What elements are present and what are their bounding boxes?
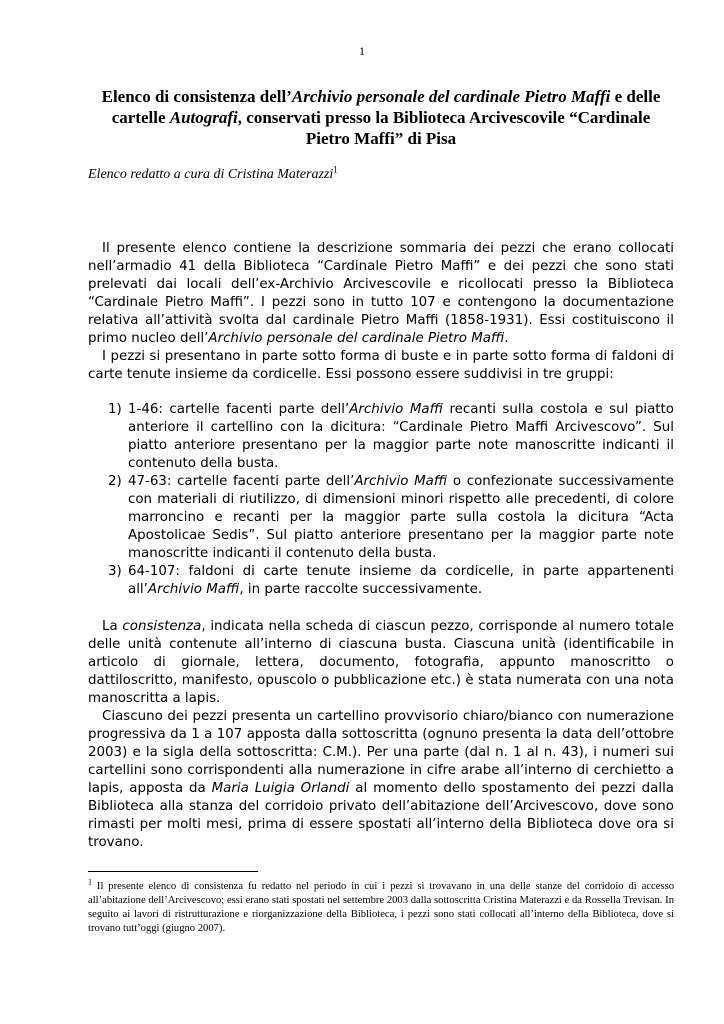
paragraph-text: Ciascuno dei pezzi presenta un cartellino provvisorio chiaro/bianco con numerazione progressiva da 1 a 107 apposta dalla sottoscritta (ognuno presenta la data dell’ottobre 2003) e la sigla della sottoscritta: C.M.). Per una parte (dal n. 1 al n. 43), i numeri sui cartellini sono corrispondenti alla numerazione in cifre arabe all’interno di cerchietto a lapis, apposta da — [88, 709, 674, 796]
list-number: 2) — [108, 474, 122, 489]
list-number: 1) — [108, 402, 122, 417]
page-number: 1 — [359, 44, 365, 58]
consistenza-section — [88, 618, 674, 852]
title-text: Elenco di consistenza dell’ — [101, 87, 292, 106]
paragraph-text: La — [102, 619, 123, 634]
list-item — [88, 473, 674, 563]
list-text: 64-107: faldoni di carte tenute insieme da cordicelle, in parte appartenenti all’ — [128, 564, 674, 597]
list-italic: Archivio Maffi — [354, 474, 448, 489]
list-item — [88, 563, 674, 599]
footnote — [88, 877, 674, 936]
paragraph-italic: Maria Luigia Orlandi — [211, 781, 350, 796]
title-archive-name: Archivio personale del cardinale Pietro Maffi — [291, 87, 611, 106]
paragraph-text: al momento dello spostamento dei pezzi dalla Biblioteca alla stanza del corridoio privato dell’abitazione dell’Arcivescovo, dove sono rimasti per molti mesi, prima di essere spostati all’interno della Biblioteca dove ora si trovano. — [88, 781, 674, 850]
list-italic: Archivio Maffi — [147, 582, 240, 597]
title-text: , conservati presso la Biblioteca Arcivescovile “Cardinale Pietro Maffi” di Pisa — [237, 108, 651, 148]
list-text: o confezionate successivamente con materiali di riutilizzo, di dimensioni minori rispetto alle precedenti, di colore marroncino e recanti per la maggior parte sulla costola la dicitura “Acta Apostolicae Sedis”. Sul piatto anteriore presentano per la maggior parte note manoscritte indicanti il contenuto della busta. — [128, 474, 674, 561]
list-italic: Archivio Maffi — [349, 402, 443, 417]
footnote-mark: 1 — [88, 877, 92, 887]
editor-text: Elenco redatto a cura di Cristina Materazzi — [88, 167, 334, 182]
consistenza-paragraph — [88, 618, 674, 708]
list-text: , in parte raccolte successivamente. — [239, 582, 483, 597]
footnote-text: Il presente elenco di consistenza fu redatto nel periodo in cui i pezzi si trovavano in una delle stanze del corridoio di accesso all’abitazione dell’Arcivescovo; essi erano stati spostati nel settembre 2003 dalla sottoscritta Cristina Materazzi e da Rossella Trevisan. In seguito ai lavori di ristrutturazione e riorganizzazione della Biblioteca, i pezzi sono stati collocati all’interno della Biblioteca, dove si trovano tutt’oggi (giugno 2007). — [88, 881, 674, 934]
paragraph-italic: consistenza — [122, 619, 202, 634]
intro-paragraph: I pezzi si presentano in parte sotto forma di buste e in parte sotto forma di faldoni di carte tenute insieme da cordicelle. Essi possono essere suddivisi in tre gruppi: — [88, 349, 674, 382]
intro-section — [88, 240, 674, 384]
paragraph-italic: Archivio personale del cardinale Pietro Maffi — [208, 331, 505, 346]
list-text: recanti sulla costola e sul piatto anteriore il cartellino con la dicitura: “Cardinale Pietro Maffi Arcivescovo”. Sul piatto anteriore presentano per la maggior parte note manoscritte indicanti il contenuto della busta. — [128, 402, 674, 471]
paragraph-text: Il presente elenco contiene la descrizione sommaria dei pezzi che erano collocati nell’armadio 41 della Biblioteca “Cardinale Pietro Maffi” e dei pezzi che sono stati prelevati dai locali dell’ex-Archivio Arcivescovile e ricollocati presso la Biblioteca “Cardinale Pietro Maffi”. I pezzi sono in tutto 107 e contengono la documentazione relativa all’attività svolta dal cardinale Pietro Maffi (1858-1931). Essi costituiscono il primo nucleo dell’ — [88, 241, 674, 346]
list-text: 1-46: cartelle facenti parte dell’ — [128, 402, 350, 417]
document-title — [88, 86, 674, 149]
paragraph-text: . — [504, 331, 509, 346]
paragraph-text: , indicata nella scheda di ciascun pezzo, corrisponde al numero totale delle unità contenute all’interno di ciascuna busta. Ciascuna unità (identificabile in articolo di giornale, lettera, documento, fotografia, appunto manoscritto o dattiloscritto, manifesto, opuscolo o pubblicazione etc.) è stata numerata con una nota manoscritta a lapis. — [88, 619, 674, 706]
list-item — [88, 401, 674, 473]
title-autografi: Autografi — [169, 108, 238, 127]
footnote-separator — [88, 871, 258, 872]
intro-paragraph — [88, 240, 674, 348]
editor-line — [88, 164, 674, 183]
list-text: 47-63: cartelle facenti parte dell’ — [128, 474, 355, 489]
list-number: 3) — [108, 564, 122, 579]
title-text: e delle cartelle — [111, 87, 661, 127]
footnote-reference[interactable]: 1 — [333, 164, 338, 175]
consistenza-paragraph — [88, 708, 674, 852]
groups-list — [88, 401, 674, 599]
